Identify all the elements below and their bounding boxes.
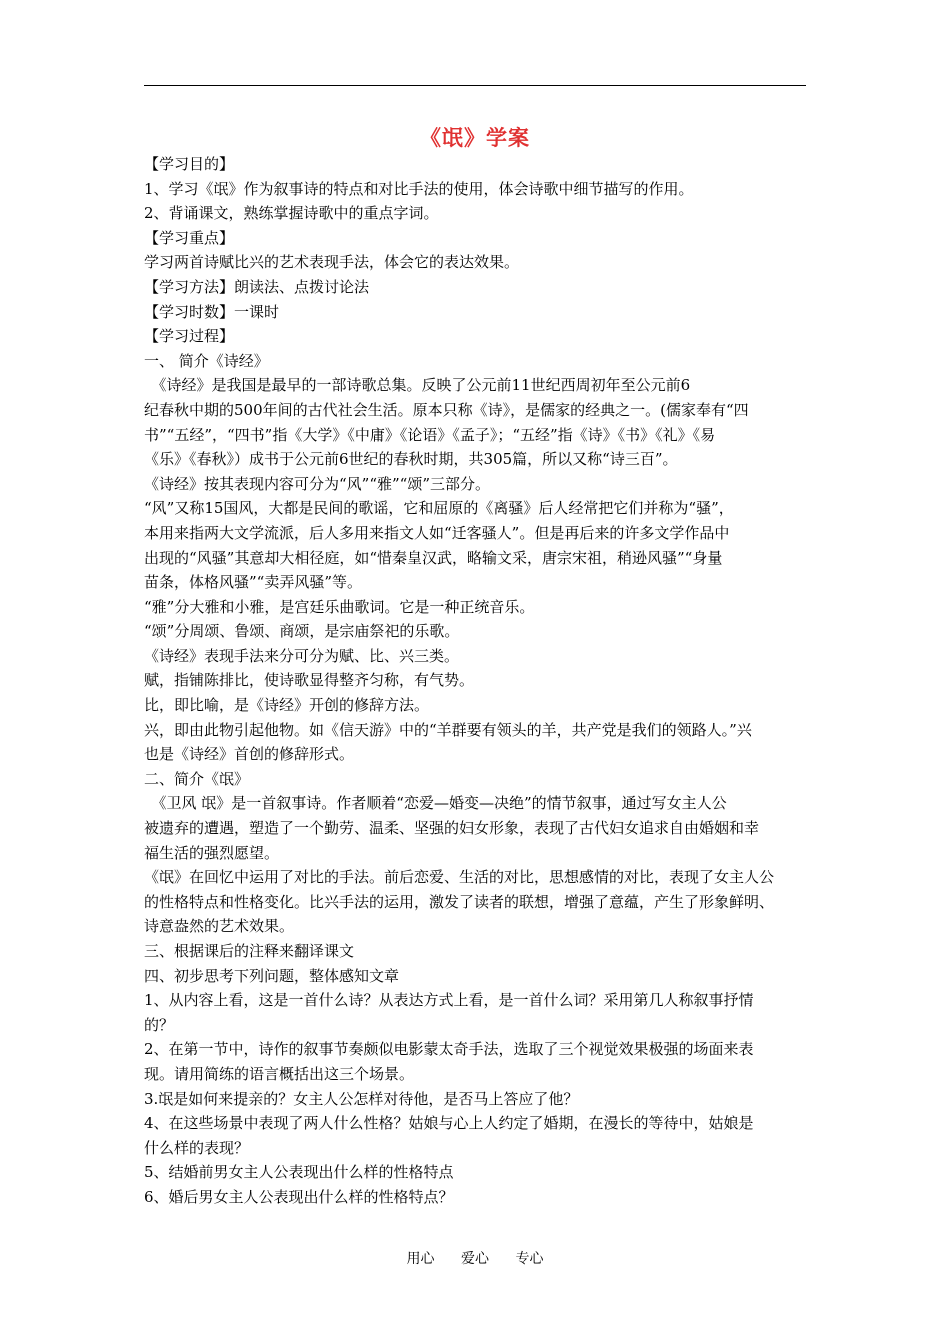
text-line: 《诗经》按其表现内容可分为“风”“雅”“颂”三部分。 xyxy=(144,474,491,493)
text-line: 【学习过程】 xyxy=(144,327,235,346)
text-line: 比，即比喻，是《诗经》开创的修辞方法。 xyxy=(144,696,430,715)
text-line: 兴，即由此物引起他物。如《信天游》中的“羊群要有领头的羊，共产党是我们的领路人。”兴 xyxy=(144,720,752,739)
text-line: 《诗经》表现手法来分可分为赋、比、兴三类。 xyxy=(144,646,460,665)
text-line: 书”“五经”，“四书”指《大学》《中庸》《论语》《孟子》；“五经”指《诗》《书》《礼》《易 xyxy=(144,425,716,444)
text-line: 现。请用简练的语言概括出这三个场景。 xyxy=(144,1064,415,1083)
text-line: 纪春秋中期的500年间的古代社会生活。原本只称《诗》，是儒家的经典之一。(儒家奉有“四 xyxy=(144,400,749,419)
page-footer: 用心 爱心 专心 xyxy=(406,1251,544,1267)
text-line: 一、 简介《诗经》 xyxy=(144,351,269,370)
text-line: 【学习目的】 xyxy=(144,155,235,173)
text-line: 学习两首诗赋比兴的艺术表现手法，体会它的表达效果。 xyxy=(144,253,520,272)
text-line: 2、在第一节中，诗作的叙事节奏颇似电影蒙太奇手法，选取了三个视觉效果极强的场面来表 xyxy=(144,1040,754,1059)
text-line: 二、简介《氓》 xyxy=(144,769,250,788)
text-line: 【学习重点】 xyxy=(144,228,235,247)
text-line: “颂”分周颂、鲁颂、商颂，是宗庙祭祀的乐歌。 xyxy=(144,622,460,641)
text-line: 诗意盎然的艺术效果。 xyxy=(144,917,295,936)
text-line: 3.氓是如何来提亲的？女主人公怎样对待他，是否马上答应了他？ xyxy=(144,1089,579,1108)
text-line: 6、婚后男女主人公表现出什么样的性格特点？ xyxy=(144,1187,454,1206)
text-line: 苗条，体格风骚”“卖弄风骚”等。 xyxy=(144,573,363,592)
text-line: 本用来指两大文学流派，后人多用来指文人如“迁客骚人”。但是再后来的许多文学作品中 xyxy=(144,523,730,542)
text-line: 的性格特点和性格变化。比兴手法的运用，激发了读者的联想，增强了意蕴，产生了形象鲜明、 xyxy=(144,892,775,911)
text-line: 2、背诵课文，熟练掌握诗歌中的重点字词。 xyxy=(144,204,439,223)
text-line: “雅”分大雅和小雅，是宫廷乐曲歌词。它是一种正统音乐。 xyxy=(144,597,535,616)
text-line: 1、学习《氓》作为叙事诗的特点和对比手法的使用，体会诗歌中细节描写的作用。 xyxy=(144,179,694,198)
text-line: 《卫风 氓》是一首叙事诗。作者顺着“恋爱—婚变—决绝”的情节叙事，通过写女主人公 xyxy=(144,794,727,813)
text-line: 三、根据课后的注释来翻译课文 xyxy=(144,942,355,960)
page-title: 《氓》学案 xyxy=(420,125,530,150)
text-line: 被遗弃的遭遇，塑造了一个勤劳、温柔、坚强的妇女形象，表现了古代妇女追求自由婚姻和幸 xyxy=(144,819,760,838)
text-line: 什么样的表现？ xyxy=(144,1138,250,1157)
text-line: 《诗经》是我国是最早的一部诗歌总集。反映了公元前11世纪西周初年至公元前6 xyxy=(144,376,691,395)
text-line: 四、初步思考下列问题，整体感知文章 xyxy=(144,966,400,985)
text-line: 的？ xyxy=(144,1015,175,1034)
text-line: 【学习时数】一课时 xyxy=(144,302,280,321)
text-line: “风”又称15国风，大都是民间的歌谣，它和屈原的《离骚》后人经常把它们并称为“骚”， xyxy=(144,499,734,518)
text-line: 赋，指铺陈排比，使诗歌显得整齐匀称，有气势。 xyxy=(144,671,475,690)
text-line: 出现的“风骚”其意却大相径庭，如“惜秦皇汉武，略输文采，唐宗宋祖，稍逊风骚”“身量 xyxy=(144,548,723,567)
text-line: 《乐》《春秋》）成书于公元前6世纪的春秋时期，共305篇，所以又称“诗三百”。 xyxy=(144,450,678,469)
text-line: 5、结婚前男女主人公表现出什么样的性格特点 xyxy=(144,1163,454,1182)
text-line: 【学习方法】朗读法、点拨讨论法 xyxy=(144,277,370,296)
document-body xyxy=(144,152,808,1210)
text-line: 《氓》在回忆中运用了对比的手法。前后恋爱、生活的对比，思想感情的对比，表现了女主人公 xyxy=(144,868,775,887)
text-line: 4、在这些场景中表现了两人什么性格？姑娘与心上人约定了婚期，在漫长的等待中，姑娘是 xyxy=(144,1114,754,1133)
header-rule xyxy=(144,85,806,86)
text-line: 1、从内容上看，这是一首什么诗？从表达方式上看，是一首什么词？采用第几人称叙事抒情 xyxy=(144,991,754,1010)
text-line: 福生活的强烈愿望。 xyxy=(144,843,280,862)
text-line: 也是《诗经》首创的修辞形式。 xyxy=(144,745,355,764)
